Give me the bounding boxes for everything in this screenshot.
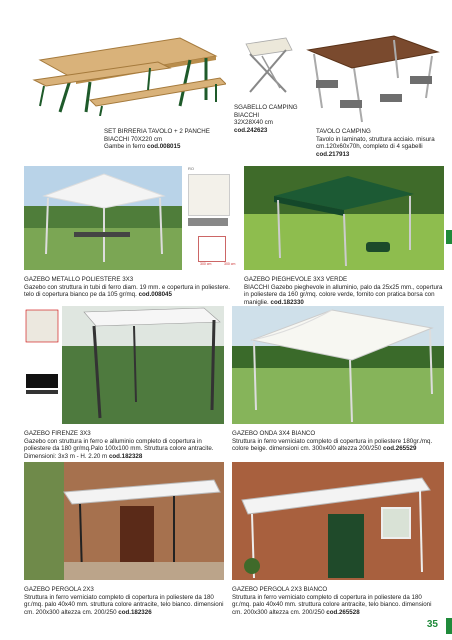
gazebo-metallo-diagram	[184, 166, 244, 268]
gazebo-metallo-photo	[24, 166, 182, 270]
gazebo-pergola-bianco-title: GAZEBO PERGOLA 2X3 BIANCO	[232, 586, 328, 593]
gazebo-pergola-caption	[24, 586, 230, 616]
beer-set-photo	[30, 20, 226, 116]
beer-set-caption	[104, 128, 244, 151]
page-number: 35	[426, 619, 438, 630]
gazebo-onda-code: cod.265529	[383, 445, 417, 453]
camping-table-desc: Tavolo in laminato, struttura acciaio. misura cm.120x60x70h, completo di 4 sgabelli cod.217913	[316, 135, 435, 158]
gazebo-metallo-desc: Gazebo con struttura in tubi di ferro diam. 19 mm. e copertura in poliestere. telo di copertura bianco pe da 105 gr/mq. cod.008045	[24, 283, 231, 299]
gazebo-pergola-code: cod.182326	[118, 608, 152, 616]
gazebo-pieghevole-caption	[244, 276, 444, 306]
gazebo-firenze-desc: Gazebo con struttura in ferro e alluminio completo di copertura in poliestere da 180 gr/mq.Palo 100x100 mm. Struttura colore antracite. Dimensioni: 3x3 m - H. 2.20 m cod.182328	[24, 437, 214, 460]
diagram-dim-2: 300 cm	[224, 262, 236, 266]
gazebo-pergola-bianco-photo	[232, 462, 444, 580]
gazebo-firenze-title: GAZEBO FIRENZE 3X3	[24, 430, 91, 437]
gazebo-pergola-title: GAZEBO PERGOLA 2X3	[24, 586, 94, 593]
gazebo-onda-title: GAZEBO ONDA 3X4 BIANCO	[232, 430, 316, 437]
camping-table-photo	[302, 28, 442, 124]
beer-set-size: BIACCHI 70X220 cm	[104, 135, 163, 143]
camping-stool-photo	[240, 30, 296, 96]
gazebo-pieghevole-title: GAZEBO PIEGHEVOLE 3X3 VERDE	[244, 276, 348, 283]
camping-table-title: TAVOLO CAMPING	[316, 128, 371, 135]
gazebo-firenze-caption	[24, 430, 230, 460]
gazebo-pieghevole-code: cod.182330	[270, 298, 304, 306]
gazebo-metallo-code: cod.008045	[138, 291, 172, 299]
gazebo-pieghevole-photo	[244, 166, 444, 270]
green-side-bar	[446, 230, 452, 244]
beer-set-title: SET BIRRERIA TAVOLO + 2 PANCHE	[104, 128, 210, 135]
camping-table-code: cod.217913	[316, 150, 350, 158]
gazebo-onda-photo	[232, 306, 444, 424]
diagram-dim-1: 300 cm	[200, 262, 212, 266]
beer-set-line2: Gambe in ferro cod.008015	[104, 143, 181, 151]
gazebo-pergola-photo	[24, 462, 224, 580]
gazebo-onda-desc: Struttura in ferro verniciato completo di copertura in poliestere 180gr./mq. colore beige. dimensioni cm. 300x400 altezza 200/250 cod.265529	[232, 437, 433, 453]
gazebo-pieghevole-desc: BIACCHI Gazebo pieghevole in alluminio, palo da 25x25 mm., copertura in poliestere da 160 gr/mq. colore verde, fornito con pratica borsa con maniglie. cod.182330	[244, 283, 443, 306]
gazebo-pergola-bianco-caption	[232, 586, 442, 616]
camping-stool-code: cod.242623	[234, 126, 268, 134]
camping-stool-title: SGABELLO CAMPING	[234, 104, 298, 111]
camping-stool-size: 32X28X40 cm	[234, 119, 273, 127]
camping-stool-brand: BIACCHI	[234, 111, 260, 119]
gazebo-pergola-desc: Struttura in ferro verniciato completo di copertura in poliestere da 180 gr./mq. palo 40x40 mm. struttura colore antracite, telo bianco. dimensioni cm. 200x300 altezza cm. 200/250 cod.182326	[24, 593, 224, 616]
gazebo-firenze-photo	[24, 306, 224, 424]
camping-table-caption	[316, 128, 440, 158]
gazebo-metallo-caption	[24, 276, 236, 299]
gazebo-metallo-title: GAZEBO METALLO POLIESTERE 3X3	[24, 276, 134, 283]
gazebo-pergola-bianco-desc: Struttura in ferro verniciato completo di copertura in poliestere da 180 gr./mq. palo 40x40 mm. struttura colore antracite, telo bianco. dimensioni cm. 200x300 altezza cm. 200/250 cod.265528	[232, 593, 432, 616]
gazebo-pergola-bianco-code: cod.265528	[326, 608, 360, 616]
gazebo-firenze-code: cod.182328	[108, 452, 143, 460]
diagram-label-ro: RO	[188, 166, 194, 171]
gazebo-onda-caption	[232, 430, 442, 453]
green-side-bar-bottom	[446, 618, 452, 634]
beer-set-code: cod.008015	[147, 143, 181, 151]
